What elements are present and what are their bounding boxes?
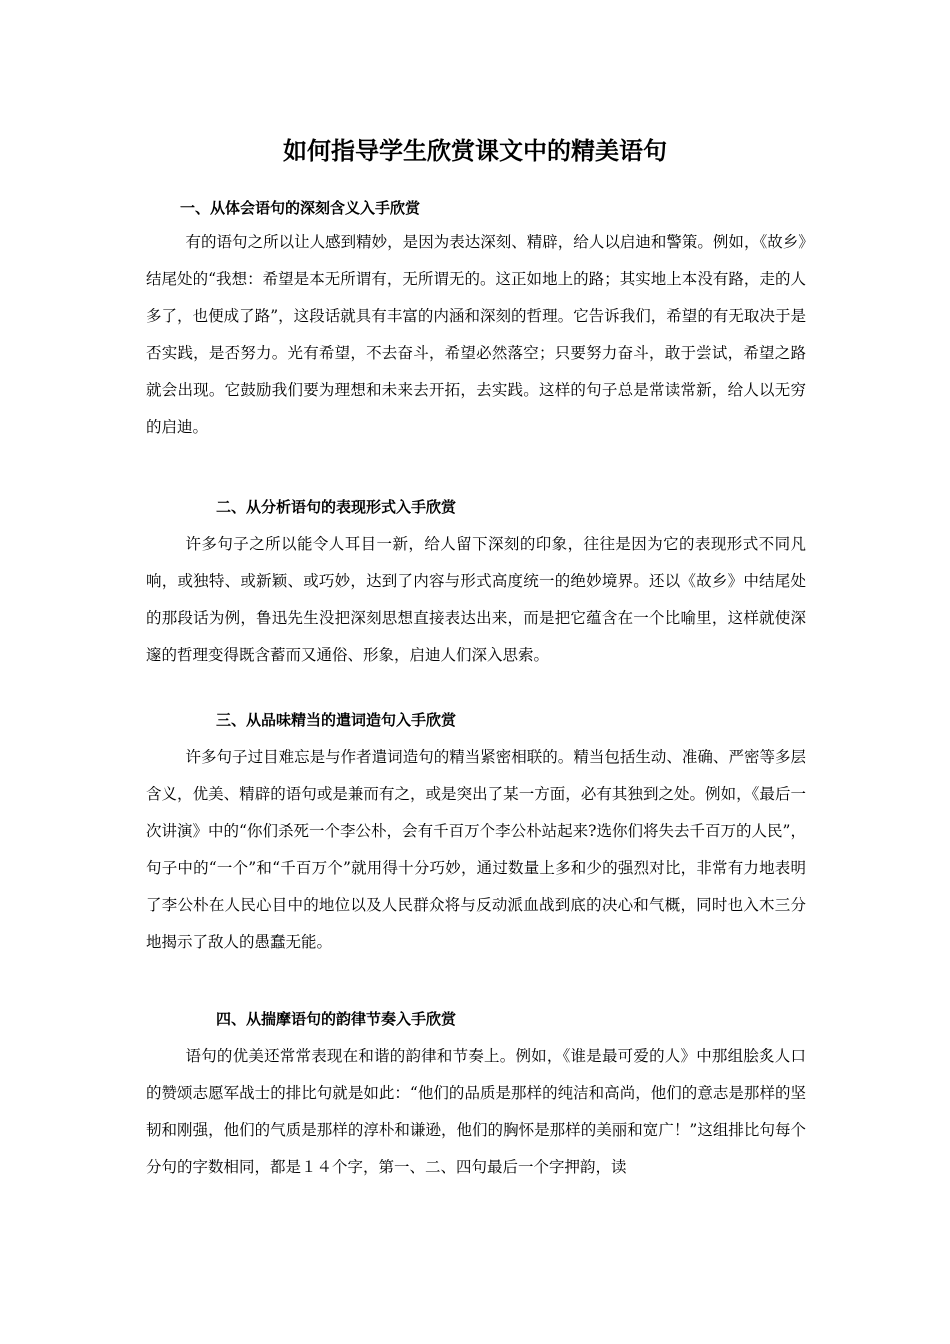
section-heading-4: 四、从揣摩语句的韵律节奏入手欣赏 (216, 1010, 457, 1028)
section-heading-3: 三、从品味精当的遣词造句入手欣赏 (216, 711, 457, 729)
document-title: 如何指导学生欣赏课文中的精美语句 (283, 137, 667, 165)
section-paragraph-1: 有的语句之所以让人感到精妙，是因为表达深刻、精辟，给人以启迪和警策。例如，《故乡》结尾处的“我想：希望是本无所谓有，无所谓无的。这正如地上的路；其实地上本没有路，走的人多了，也便成了路”，这段话就具有丰富的内涵和深刻的哲理。它告诉我们，希望的有无取决于是否实践，是否努力。光有希望，不去奋斗，希望必然落空；只要努力奋斗，敢于尝试，希望之路就会出现。它鼓励我们要为理想和未来去开拓，去实践。这样的句子总是常读常新，给人以无穷的启迪。 (146, 233, 806, 436)
section-heading-1: 一、从体会语句的深刻含义入手欣赏 (180, 199, 421, 217)
section-heading-2: 二、从分析语句的表现形式入手欣赏 (216, 498, 457, 516)
section-paragraph-4: 语句的优美还常常表现在和谐的韵律和节奏上。例如，《谁是最可爱的人》中那组脍炙人口的赞颂志愿军战士的排比句就是如此：“他们的品质是那样的纯洁和高尚，他们的意志是那样的坚韧和刚强，他们的气质是那样的淳朴和谦逊，他们的胸怀是那样的美丽和宽广！”这组排比句每个分句的字数相同，都是１４个字，第一、二、四句最后一个字押韵，读 (146, 1047, 806, 1176)
section-paragraph-2: 许多句子之所以能令人耳目一新，给人留下深刻的印象，往往是因为它的表现形式不同凡响，或独特、或新颖、或巧妙，达到了内容与形式高度统一的绝妙境界。还以《故乡》中结尾处的那段话为例，鲁迅先生没把深刻思想直接表达出来，而是把它蕴含在一个比喻里，这样就使深邃的哲理变得既含蓄而又通俗、形象，启迪人们深入思索。 (146, 535, 806, 664)
section-paragraph-3: 许多句子过目难忘是与作者遣词造句的精当紧密相联的。精当包括生动、准确、严密等多层含义，优美、精辟的语句或是兼而有之，或是突出了某一方面，必有其独到之处。例如，《最后一次讲演》中的“你们杀死一个李公朴，会有千百万个李公朴站起来?选你们将失去千百万的人民”，句子中的“一个”和“千百万个”就用得十分巧妙，通过数量上多和少的强烈对比，非常有力地表明了李公朴在人民心目中的地位以及人民群众将与反动派血战到底的决心和气概，同时也入木三分地揭示了敌人的愚蠢无能。 (146, 748, 806, 951)
